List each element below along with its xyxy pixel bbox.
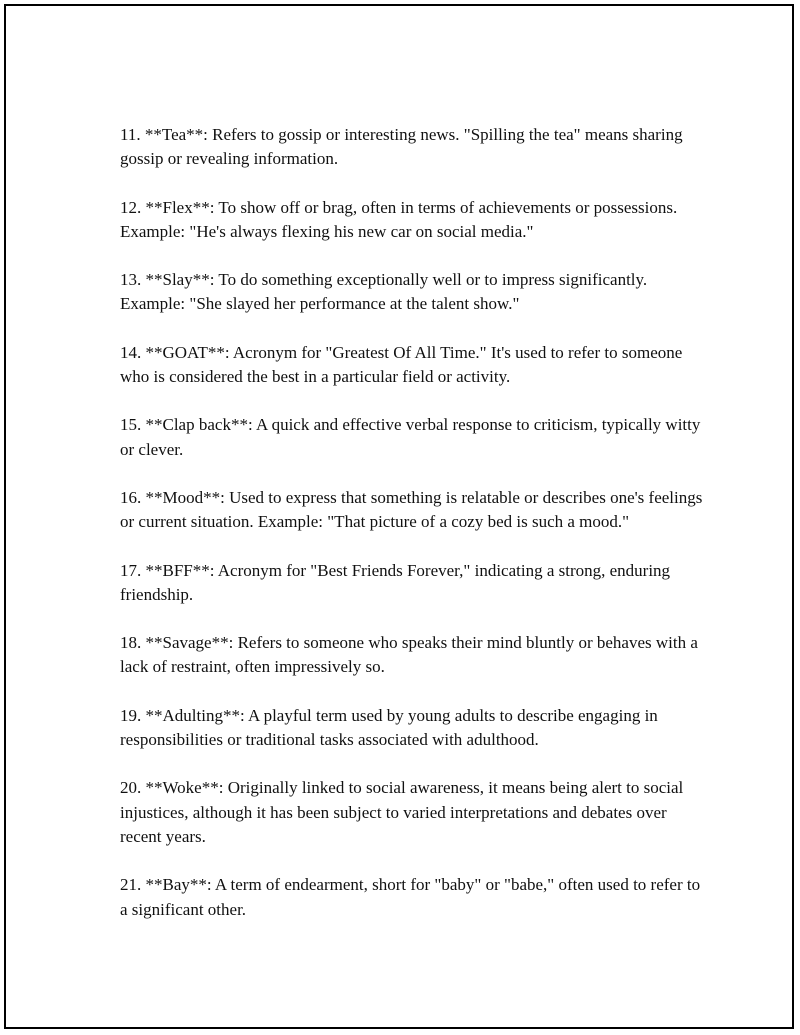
list-item-woke: 20. **Woke**: Originally linked to social awareness, it means being alert to social injustices, although it has been subject to varied interpretations and debates over recent years.	[120, 778, 684, 846]
page-frame	[4, 4, 794, 1029]
list-item-savage: 18. **Savage**: Refers to someone who speaks their mind bluntly or behaves with a lack of restraint, often impressively so.	[120, 633, 698, 677]
list-item-bff: 17. **BFF**: Acronym for "Best Friends Forever," indicating a strong, enduring friendship.	[120, 560, 671, 604]
list-item-bay: 21. **Bay**: A term of endearment, short for "baby" or "babe," often used to refer to a significant other.	[120, 875, 701, 919]
list-item-slay: 13. **Slay**: To do something exceptionally well or to impress significantly. Example: "She slayed her performance at the talent show."	[120, 270, 648, 314]
list-item-mood: 16. **Mood**: Used to express that something is relatable or describes one's feelings or current situation. Example: "That picture of a cozy bed is such a mood."	[120, 487, 703, 532]
list-item-flex: 12. **Flex**: To show off or brag, often in terms of achievements or possessions. Example: "He's always flexing his new car on social media."	[120, 197, 678, 241]
document-body	[120, 123, 710, 946]
list-item-tea: 11. **Tea**: Refers to gossip or interesting news. "Spilling the tea" means sharing gossip or revealing information.	[120, 125, 683, 169]
list-item-goat: 14. **GOAT**: Acronym for "Greatest Of All Time." It's used to refer to someone who is considered the best in a particular field or activity.	[120, 342, 683, 387]
list-item-adulting: 19. **Adulting**: A playful term used by young adults to describe engaging in responsibilities or traditional tasks associated with adulthood.	[120, 705, 658, 750]
list-item-clap-back: 15. **Clap back**: A quick and effective verbal response to criticism, typically witty or clever.	[120, 415, 701, 459]
